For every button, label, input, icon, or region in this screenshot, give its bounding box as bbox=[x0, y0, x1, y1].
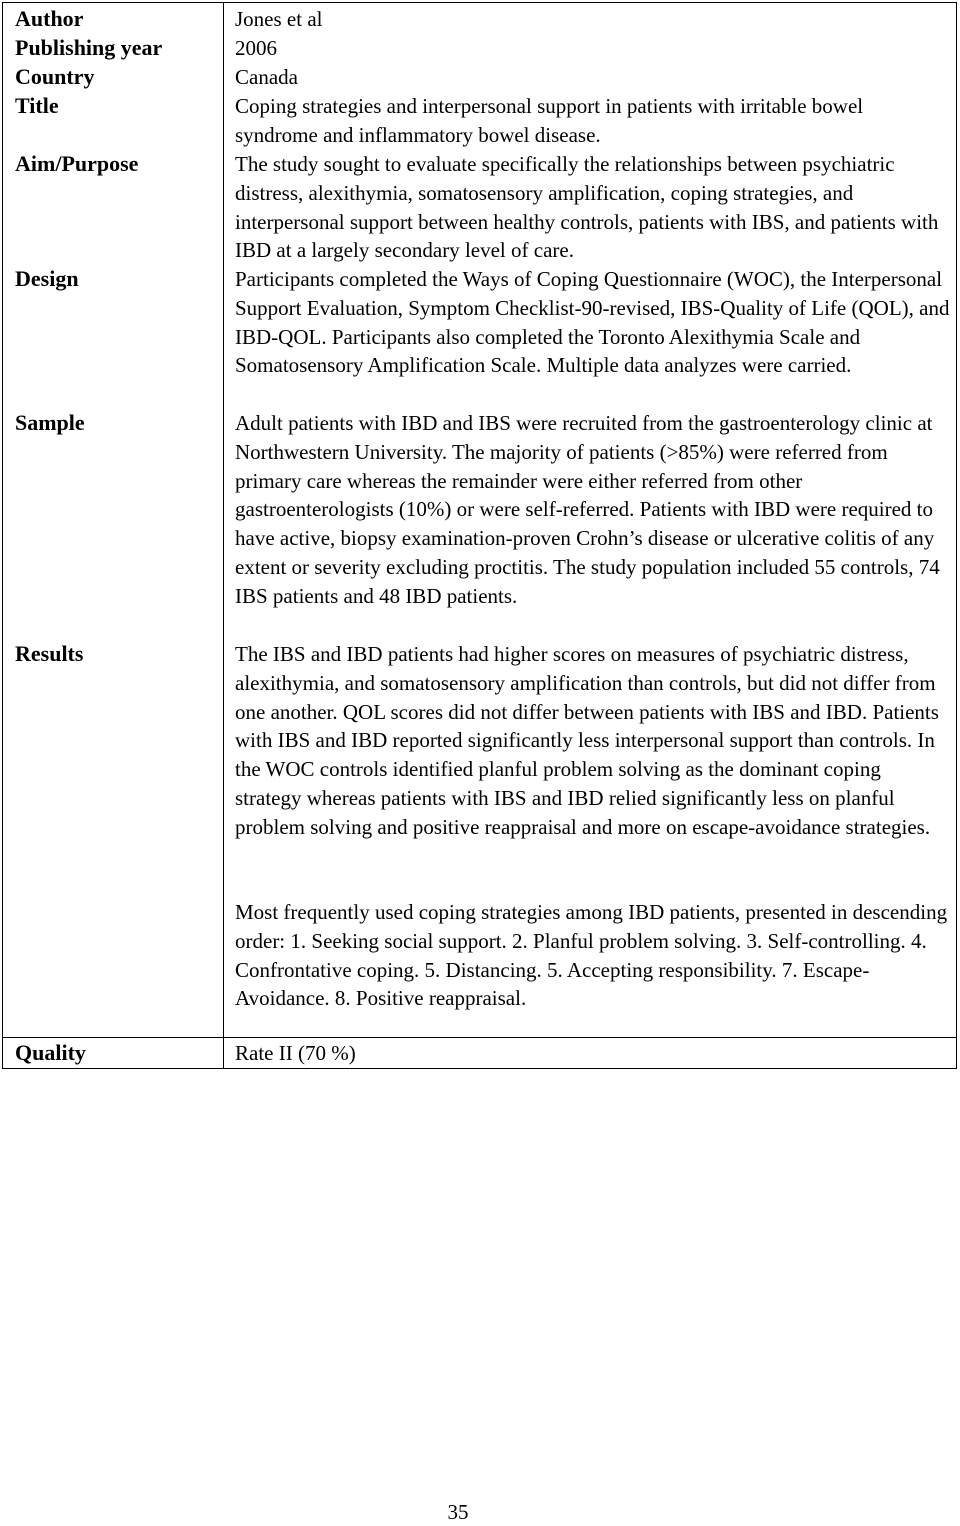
quality-row bbox=[3, 1038, 957, 1069]
aim-value: The study sought to evaluate specifically the relationships between psychiatric distress, alexithymia, somatosensory amplification, coping strategies, and interpersonal support between healthy controls, patients with IBS, and patients with IBD at a largely secondary level of care. bbox=[235, 152, 939, 263]
aim-label: Aim/Purpose bbox=[15, 151, 139, 176]
author-label: Author bbox=[15, 6, 84, 31]
publishing-year-label: Publishing year bbox=[15, 35, 163, 60]
design-label: Design bbox=[15, 266, 79, 291]
title-value: Coping strategies and interpersonal support in patients with irritable bowel syndrome and inflammatory bowel disease. bbox=[235, 94, 864, 147]
quality-label-cell bbox=[3, 1038, 224, 1069]
sample-value: Adult patients with IBD and IBS were recruited from the gastroenterology clinic at Northwestern University. The majority of patients (>85%) were referred from primary care whereas the remainder were either referred from other gastroenterologists (10%) or were self-referred. Patients with IBD were required to have active, biopsy examination-proven Crohn’s disease or ulcerative colitis of any extent or severity excluding proctitis. The study population included 55 controls, 74 IBS patients and 48 IBD patients. bbox=[235, 411, 940, 608]
study-summary-table bbox=[2, 2, 957, 1069]
page-number: 35 bbox=[447, 1500, 469, 1524]
quality-value: Rate II (70 %) bbox=[235, 1041, 356, 1065]
publishing-year-value: 2006 bbox=[235, 36, 277, 60]
quality-label: Quality bbox=[15, 1040, 86, 1065]
main-row bbox=[3, 3, 957, 1038]
design-value: Participants completed the Ways of Coping Questionnaire (WOC), the Interpersonal Support Evaluation, Symptom Checklist-90-revised, IBS-Quality of Life (QOL), and IBD-QOL. Participants also completed the Toronto Alexithymia Scale and Somatosensory Amplification Scale. Multiple data analyzes were carried. bbox=[235, 267, 950, 378]
country-value: Canada bbox=[235, 65, 298, 89]
results-label: Results bbox=[15, 641, 84, 666]
title-label: Title bbox=[15, 93, 59, 118]
author-value: Jones et al bbox=[235, 7, 323, 31]
sample-label: Sample bbox=[15, 410, 85, 435]
value-column bbox=[224, 3, 957, 1038]
country-label: Country bbox=[15, 64, 95, 89]
label-column bbox=[3, 3, 224, 1038]
quality-value-cell bbox=[224, 1038, 957, 1069]
results-coping-ranking: Most frequently used coping strategies among IBD patients, presented in descending order: 1. Seeking social support. 2. Planful problem solving. 3. Self-controlling. 4. Confrontative coping. 5. Distancing. 5. Accepting responsibility. 7. Escape-Avoidance. 8. Positive reappraisal. bbox=[235, 900, 948, 1011]
results-value: The IBS and IBD patients had higher scores on measures of psychiatric distress, alexithymia, and somatosensory amplification than controls, but did not differ from one another. QOL scores did not differ between patients with IBS and IBD. Patients with IBS and IBD reported significantly less interpersonal support than controls. In the WOC controls identified planful problem solving as the dominant coping strategy whereas patients with IBS and IBD relied significantly less on planful problem solving and positive reappraisal and more on escape-avoidance strategies. bbox=[235, 642, 939, 839]
